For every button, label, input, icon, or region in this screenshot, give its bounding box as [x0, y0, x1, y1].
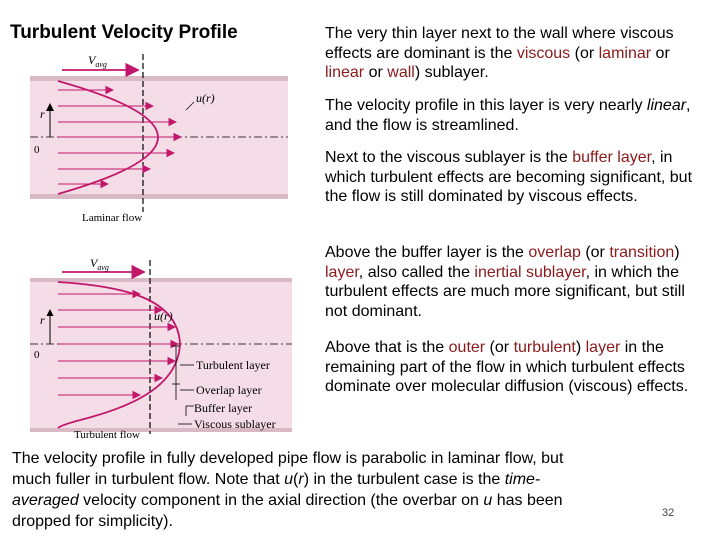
radius-label: r [40, 107, 45, 121]
laminar-flow-caption: Laminar flow [82, 212, 143, 224]
page-number: 32 [662, 507, 675, 519]
paragraph-buffer-layer: Next to the viscous sublayer is the buffer layer, in which turbulent effects are becoming significant, but the flow is still dominated by viscous effects. [325, 149, 693, 205]
paragraph-outer-layer: Above that is the outer (or turbulent) layer in the remaining part of the flow in which turbulent effects dominate over molecular diffusion (viscous) effects. [325, 339, 689, 395]
term-transition: transition [609, 244, 675, 261]
viscous-sublayer-label: Viscous sublayer [194, 417, 276, 431]
paragraph-overlap-layer: Above the buffer layer is the overlap (or transition) layer, also called the inertial sublayer, in which the turbulent effects are much more significant, but still not dominant. [325, 244, 685, 320]
overlap-layer-label: Overlap layer [196, 383, 262, 397]
paragraph-viscous-sublayer: The very thin layer next to the wall where viscous effects are dominant is the viscous (or laminar or linear or wall) sublayer. [325, 25, 674, 81]
term-inertial-sublayer: inertial sublayer [474, 263, 586, 281]
laminar-flow-diagram [28, 50, 290, 228]
pipe-interior [30, 282, 292, 428]
pipe-wall-top [30, 76, 288, 81]
term-linear-italic: linear [646, 97, 687, 114]
page-title: Turbulent Velocity Profile [10, 22, 238, 43]
radius-label: r [40, 313, 45, 327]
turbulent-flow-caption: Turbulent flow [74, 429, 140, 441]
velocity-function-label: u(r) [154, 309, 173, 323]
term-linear: linear [325, 64, 365, 81]
term-outer: outer [448, 339, 486, 356]
pipe-wall-bottom [30, 194, 288, 199]
paragraph-linear-profile: The velocity profile in this layer is very nearly linear, and the flow is streamlined. [325, 97, 691, 134]
average-velocity-label: $V_{avg}$ [88, 53, 107, 69]
term-overlap: overlap [528, 244, 581, 261]
term-outer-layer: layer [585, 339, 621, 356]
term-laminar: laminar [598, 44, 652, 62]
term-layer: layer [325, 263, 359, 281]
origin-label: 0 [34, 349, 40, 361]
buffer-layer-label: Buffer layer [194, 401, 253, 415]
term-buffer-layer: buffer layer [572, 149, 652, 166]
term-wall: wall [387, 64, 415, 81]
figure-caption: The velocity profile in fully developed pipe flow is parabolic in laminar flow, but much fuller in turbulent flow. Note that u(r) in the turbulent case is the time-averaged velocity component in the axial direction (the overbar on u has been dropped for simplicity). [12, 450, 564, 530]
turbulent-flow-diagram [28, 258, 294, 442]
average-velocity-label: $V_{avg}$ [90, 258, 109, 272]
velocity-function-label: u(r) [196, 91, 215, 105]
turbulent-layer-label: Turbulent layer [196, 358, 270, 372]
term-viscous: viscous [516, 44, 571, 62]
term-turbulent: turbulent [513, 339, 576, 356]
origin-label: 0 [34, 144, 40, 156]
pipe-wall-top [30, 278, 292, 282]
